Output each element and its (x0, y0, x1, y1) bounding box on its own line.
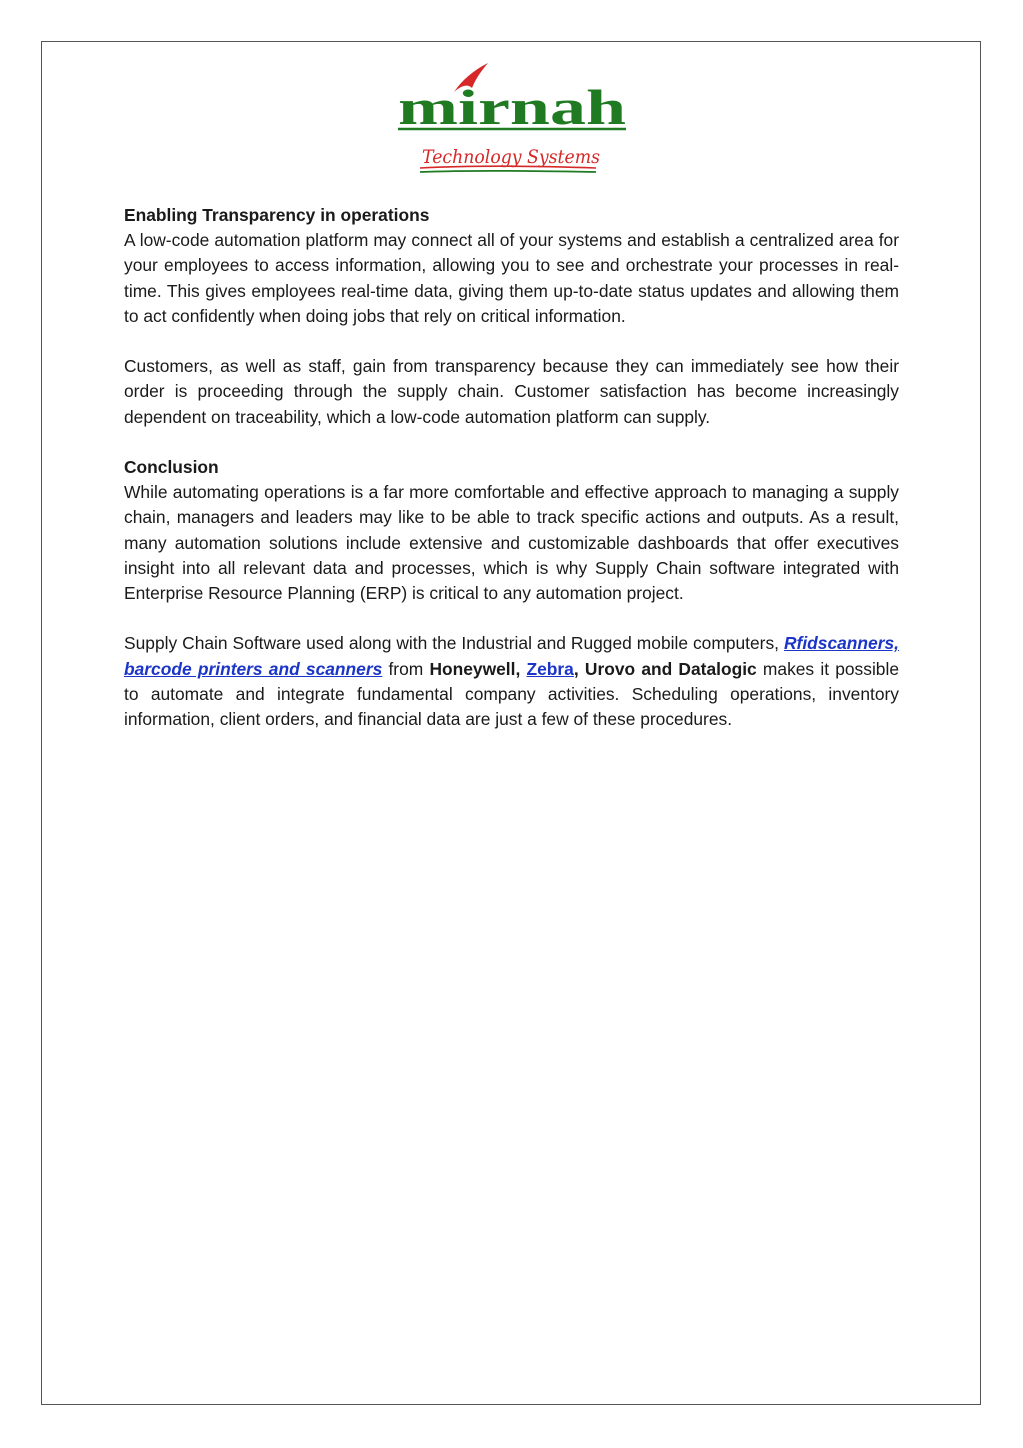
logo-wordmark: mirnah (398, 79, 627, 135)
conclusion-outro-text: makes it possible to automate and integrate fundamental company activities. Scheduling operations, inventory information, client orders, and financial data are just a few of these procedures. (124, 658, 900, 730)
zebra-link[interactable]: Zebra (526, 658, 574, 679)
document-body (124, 203, 899, 732)
heading-conclusion: Conclusion (124, 457, 219, 477)
paragraph-transparency-1: A low-code automation platform may connect all of your systems and establish a centralized area for your employees to access information, allowing you to see and orchestrate your processes in real-time. This gives employees real-time data, giving them up-to-date status updates and allowing them to act confidently when doing jobs that rely on critical information. (124, 230, 899, 326)
paragraph-conclusion-1: While automating operations is a far more comfortable and effective approach to managing a supply chain, managers and leaders may like to be able to track specific actions and outputs. As a result, many automation solutions include extensive and customizable dashboards that offer executives insight into all relevant data and processes, which is why Supply Chain software integrated with Enterprise Resource Planning (ERP) is critical to any automation project. (124, 482, 899, 604)
logo-tagline: Technology Systems (422, 146, 601, 168)
brand-urovo-datalogic: , Urovo and Datalogic (573, 658, 757, 679)
paragraph-transparency-2: Customers, as well as staff, gain from transparency because they can immediately see how their order is proceeding through the supply chain. Customer satisfaction has become increasingly dependent on traceability, which a low-code automation platform can supply. (124, 356, 899, 427)
heading-transparency: Enabling Transparency in operations (124, 205, 430, 225)
paragraph-conclusion-2 (124, 631, 899, 732)
conclusion-intro-text: Supply Chain Software used along with the Industrial and Rugged mobile computers, (124, 633, 784, 654)
logo-graphic (396, 58, 632, 182)
brand-honeywell: Honeywell, (429, 658, 527, 679)
company-logo (396, 58, 632, 182)
products-link[interactable]: Rfidscanners, barcode printers and scanners (124, 633, 899, 679)
from-text: from (382, 658, 430, 679)
